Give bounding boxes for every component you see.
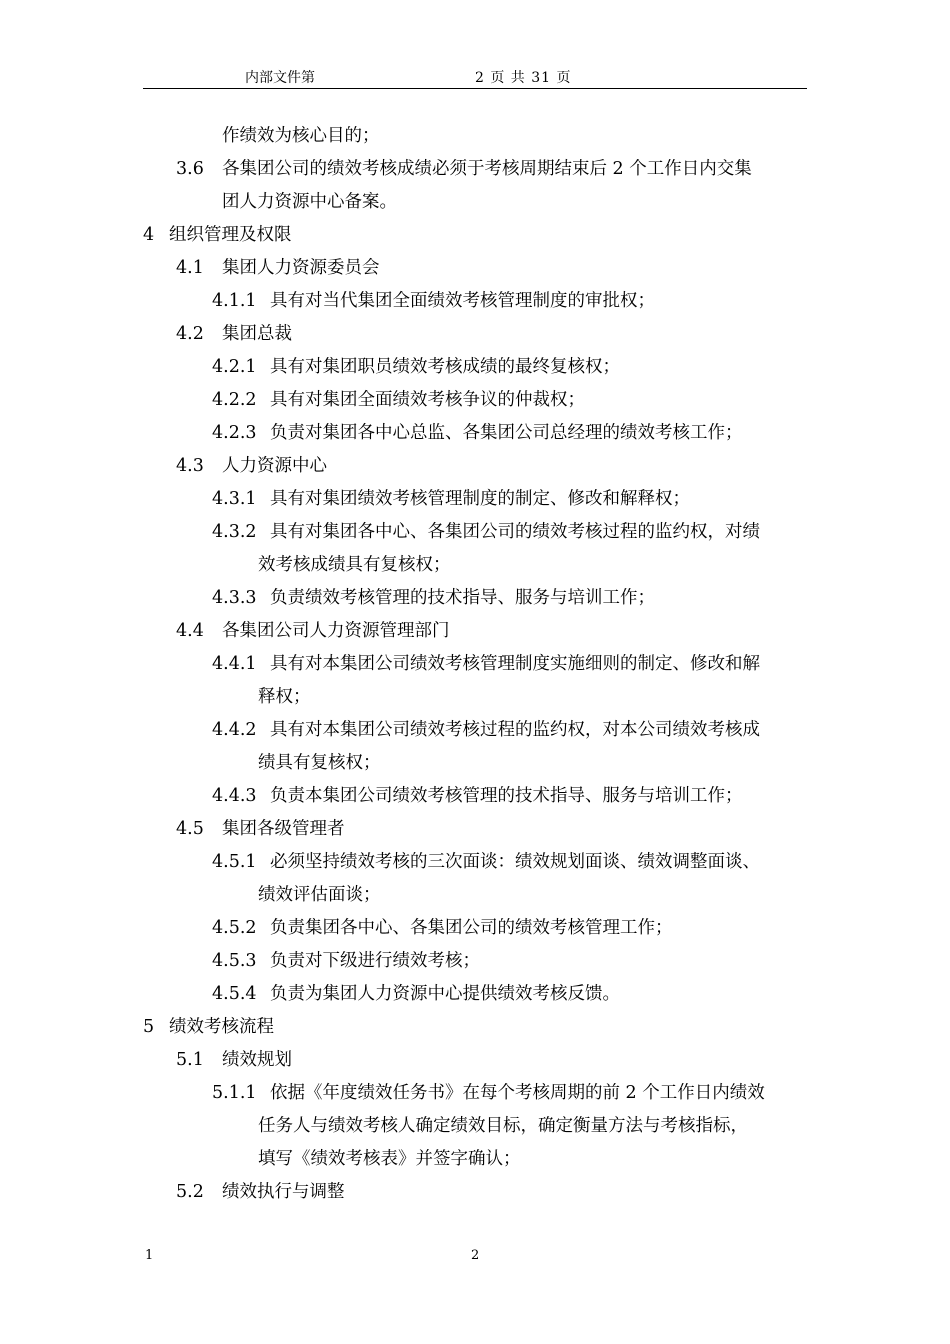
subsection-heading: 4.4 各集团公司人力资源管理部门 [176,621,450,641]
text-line: 4.2.3 负责对集团各中心总监、各集团公司总经理的绩效考核工作； [212,423,743,443]
text-line: 4.2.2 具有对集团全面绩效考核争议的仲裁权； [212,390,585,410]
subsection-heading: 4.2 集团总裁 [176,324,292,344]
text-line: 释权； [258,687,311,707]
text-line: 绩效评估面谈； [258,885,381,905]
text-line: 4.3.3 负责绩效考核管理的技术指导、服务与培训工作； [212,588,655,608]
subsection-heading: 4.5 集团各级管理者 [176,819,345,839]
text-line: 团人力资源中心备案。 [222,192,397,212]
text-line: 4.5.3 负责对下级进行绩效考核； [212,951,480,971]
text-line: 4.2.1 具有对集团职员绩效考核成绩的最终复核权； [212,357,620,377]
subsection-heading: 5.2 绩效执行与调整 [176,1182,345,1202]
text-line: 作绩效为核心目的； [222,126,380,146]
text-line: 5.1.1 依据《年度绩效任务书》在每个考核周期的前 2 个工作日内绩效 [212,1083,765,1103]
text-line: 任务人与绩效考核人确定绩效目标，确定衡量方法与考核指标， [258,1116,748,1136]
text-line: 4.5.4 负责为集团人力资源中心提供绩效考核反馈。 [212,984,620,1004]
subsection-heading: 4.1 集团人力资源委员会 [176,258,380,278]
section-heading: 4 组织管理及权限 [143,225,292,245]
text-line: 效考核成绩具有复核权； [258,555,451,575]
footer-page-number: 2 [471,1248,480,1263]
section-heading: 5 绩效考核流程 [143,1017,274,1037]
page-header [143,64,807,89]
footer-left-number: 1 [145,1248,154,1263]
header-doc-label: 内部文件第 [245,70,315,86]
subsection-heading: 5.1 绩效规划 [176,1050,292,1070]
text-line: 4.1.1 具有对当代集团全面绩效考核管理制度的审批权； [212,291,655,311]
text-line: 绩具有复核权； [258,753,381,773]
text-line: 4.5.1 必须坚持绩效考核的三次面谈：绩效规划面谈、绩效调整面谈、 [212,852,760,872]
subsection-heading: 4.3 人力资源中心 [176,456,327,476]
text-line: 4.3.1 具有对集团绩效考核管理制度的制定、修改和解释权； [212,489,690,509]
text-line: 4.4.1 具有对本集团公司绩效考核管理制度实施细则的制定、修改和解 [212,654,760,674]
text-line: 4.5.2 负责集团各中心、各集团公司的绩效考核管理工作； [212,918,673,938]
text-line: 3.6 各集团公司的绩效考核成绩必须于考核周期结束后 2 个工作日内交集 [176,159,752,179]
header-page-count: 2 页 共 31 页 [475,70,572,86]
text-line: 4.4.3 负责本集团公司绩效考核管理的技术指导、服务与培训工作； [212,786,743,806]
text-line: 填写《绩效考核表》并签字确认； [258,1149,521,1169]
text-line: 4.4.2 具有对本集团公司绩效考核过程的监约权，对本公司绩效考核成 [212,720,760,740]
text-line: 4.3.2 具有对集团各中心、各集团公司的绩效考核过程的监约权，对绩 [212,522,760,542]
